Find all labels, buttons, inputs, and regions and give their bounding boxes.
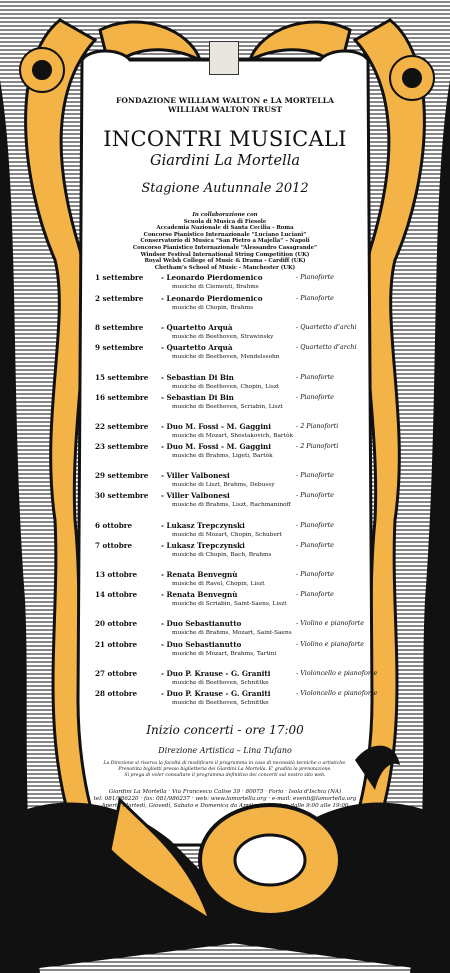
schedule-row [0, 619, 450, 641]
concert-program: musiche di Ravel, Chopin, Liszt [172, 581, 265, 587]
foundation-name [0, 96, 450, 114]
foundation-line-2: WILLIAM WALTON TRUST [167, 105, 283, 114]
concert-instrument: - 2 Pianoforti [296, 442, 339, 450]
concert-program: musiche di Chopin, Brahms [172, 305, 254, 311]
concert-date: 9 settembre [95, 343, 144, 352]
concert-date: 28 ottobre [95, 689, 138, 698]
opening-hours: Aperto Martedì, Giovedì, Sabato e Domenica da Aprile ad Ottobre dalle 9:00 alle 19:00 [101, 803, 349, 809]
schedule-row [0, 343, 450, 365]
concert-program: musiche di Beethoven, Scriabin, Liszt [172, 404, 283, 410]
concert-performer: - Sebastian Di Bin [161, 373, 234, 382]
foundation-logo [209, 41, 239, 75]
concert-performer: - Quartetto Arquà [161, 323, 233, 332]
season-title: Stagione Autunnale 2012 [141, 181, 309, 196]
concert-performer: - Quartetto Arquà [161, 343, 233, 352]
concert-date: 22 settembre [95, 422, 149, 431]
concert-date: 23 settembre [95, 442, 149, 451]
schedule-row [0, 393, 450, 415]
artistic-direction: Direzione Artistica – Lina Tufano [158, 746, 292, 755]
concert-instrument: - Pianoforte [296, 373, 334, 381]
schedule-row [0, 373, 450, 395]
concert-performer: - Duo P. Krause - G. Graniti [161, 689, 271, 698]
page-title: INCONTRI MUSICALI [103, 127, 347, 151]
concert-date: 21 ottobre [95, 640, 138, 649]
partner-line: Royal Welsh College of Music & Drama - Cardiff (UK) [144, 258, 306, 265]
concert-program: musiche di Beethoven, Strawinsky [172, 334, 274, 340]
concert-date: 30 settembre [95, 491, 149, 500]
foundation-line-1: FONDAZIONE WILLIAM WALTON e LA MORTELLA [115, 96, 335, 105]
concert-instrument: - Pianoforte [296, 521, 334, 529]
concert-date: 15 settembre [95, 373, 149, 382]
concert-program: musiche di Brahms, Ligeti, Bartòk [172, 453, 273, 459]
schedule-row [0, 640, 450, 662]
start-time: Inizio concerti - ore 17:00 [146, 723, 304, 737]
schedule-row [0, 323, 450, 345]
concert-date: 13 ottobre [95, 570, 138, 579]
concert-program: musiche di Mozart, Chopin, Schubert [172, 532, 283, 538]
collaboration-heading: In collaborazione con [192, 212, 258, 218]
concert-date: 27 ottobre [95, 669, 138, 678]
concert-instrument: - Quartetto d’archi [296, 343, 357, 351]
schedule-row [0, 442, 450, 464]
concert-date: 8 settembre [95, 323, 144, 332]
address-line: Giardini La Mortella · Via Francesco Calise 39 · 80075 · Forio · Isola d'Ischia (NA) [108, 789, 342, 795]
concert-instrument: - Pianoforte [296, 570, 334, 578]
partner-line: Concorso Pianistico Internazionale “Luciano Luciani” [143, 231, 307, 238]
concert-program: musiche di Scriabin, Saint-Saens, Liszt [172, 601, 287, 607]
schedule-row [0, 521, 450, 543]
concert-instrument: - Pianoforte [296, 590, 334, 598]
concert-date: 6 ottobre [95, 521, 133, 530]
concert-performer: - Leonardo Pierdomenico [161, 273, 263, 282]
concert-performer: - Duo M. Fossi - M. Gaggini [161, 422, 272, 431]
concert-performer: - Renata Benvegnù [161, 570, 238, 579]
concert-performer: - Duo Sebastianutto [161, 640, 242, 649]
partner-line: Windsor Festival International String Competition (UK) [140, 251, 310, 258]
concert-performer: - Renata Benvegnù [161, 590, 238, 599]
concert-program: musiche di Clementi, Brahms [172, 284, 259, 290]
schedule-row [0, 541, 450, 563]
concert-date: 14 ottobre [95, 590, 138, 599]
concert-instrument: - Pianoforte [296, 491, 334, 499]
note-line: Si prega di voler consultare il programma definitivo dei concerti sul nostro sito web. [124, 773, 326, 778]
concert-date: 20 ottobre [95, 619, 138, 628]
concert-instrument: - Quartetto d’archi [296, 323, 357, 331]
concert-performer: - Duo P. Krause - G. Graniti [161, 669, 271, 678]
concert-instrument: - Violoncello e pianoforte [296, 689, 378, 697]
concert-instrument: - Pianoforte [296, 471, 334, 479]
partner-line: Conservatorio di Musica “San Pietro a Majella” – Napoli [140, 238, 310, 245]
schedule-row [0, 273, 450, 295]
concert-instrument: - Violino e pianoforte [296, 619, 365, 627]
collaboration-block [0, 212, 450, 271]
concert-program: musiche di Beethoven, Chopin, Liszt [172, 384, 280, 390]
schedule-row [0, 570, 450, 592]
concert-performer: - Sebastian Di Bin [161, 393, 234, 402]
schedule-row [0, 294, 450, 316]
concert-performer: - Duo Sebastianutto [161, 619, 242, 628]
schedule-row [0, 471, 450, 493]
schedule-row [0, 689, 450, 711]
concert-performer: - Viller Valbonesi [161, 471, 230, 480]
contact-line: tel: 081/986220 · fax: 081/986237 · web: www.lamortella.org · e-mail: eventi@lamortella.org [93, 796, 357, 802]
concert-date: 29 settembre [95, 471, 149, 480]
concert-instrument: - Pianoforte [296, 541, 334, 549]
concert-program: musiche di Brahms, Liszt, Rachmaninoff [172, 502, 291, 508]
concert-instrument: - Pianoforte [296, 393, 334, 401]
concert-performer: - Duo M. Fossi - M. Gaggini [161, 442, 272, 451]
concert-program: musiche di Beethoven, Schnittke [172, 700, 269, 706]
concert-program: musiche di Liszt, Brahms, Debussy [172, 482, 275, 488]
concert-instrument: - Violino e pianoforte [296, 640, 365, 648]
concert-date: 16 settembre [95, 393, 149, 402]
concert-performer: - Viller Valbonesi [161, 491, 230, 500]
schedule-row [0, 590, 450, 612]
concert-program: musiche di Chopin, Bach, Brahms [172, 552, 272, 558]
concert-program: musiche di Beethoven, Mendelssohn [172, 354, 280, 360]
schedule-row [0, 491, 450, 513]
concert-instrument: - Violoncello e pianoforte [296, 669, 378, 677]
concert-date: 2 settembre [95, 294, 144, 303]
concert-program: musiche di Beethoven, Schnittke [172, 680, 269, 686]
note-line: Prenotiita biglietti presso biglietteria dei Giardini La Mortella. E' gradita la prenotazione. [118, 767, 332, 772]
concert-program: musiche di Mozart, Shostakovich, Bartòk [172, 433, 294, 439]
partner-line: Chetham’s School of Music - Manchester (UK) [154, 264, 296, 271]
concert-performer: - Lukasz Trepczynski [161, 541, 245, 550]
note-line: La Direzione si riserva la facoltà di modificare il programma in caso di necessità tecniche o artistiche. [103, 761, 347, 766]
page-subtitle: Giardini La Mortella [149, 153, 301, 169]
concert-instrument: - 2 Pianoforti [296, 422, 339, 430]
right-flower-ornament [390, 56, 434, 100]
concert-instrument: - Pianoforte [296, 273, 334, 281]
partner-line: Scuola di Musica di Fiesole [183, 218, 267, 225]
address-block [0, 789, 450, 810]
schedule-row [0, 669, 450, 691]
concert-program: musiche di Brahms, Mozart, Saint-Saens [172, 630, 292, 636]
concert-program: musiche di Mozart, Brahms, Tartini [172, 651, 277, 657]
concert-date: 7 ottobre [95, 541, 133, 550]
notes-block [0, 761, 450, 779]
left-flower-ornament [20, 48, 64, 92]
concert-performer: - Lukasz Trepczynski [161, 521, 245, 530]
concert-performer: - Leonardo Pierdomenico [161, 294, 263, 303]
partner-line: Accademia Nazionale di Santa Cecilia - Roma [156, 225, 294, 232]
concert-date: 1 settembre [95, 273, 144, 282]
partner-line: Concorso Pianistico Internazionale “Alessandro Casagrande” [132, 244, 318, 251]
schedule-row [0, 422, 450, 444]
concert-instrument: - Pianoforte [296, 294, 334, 302]
